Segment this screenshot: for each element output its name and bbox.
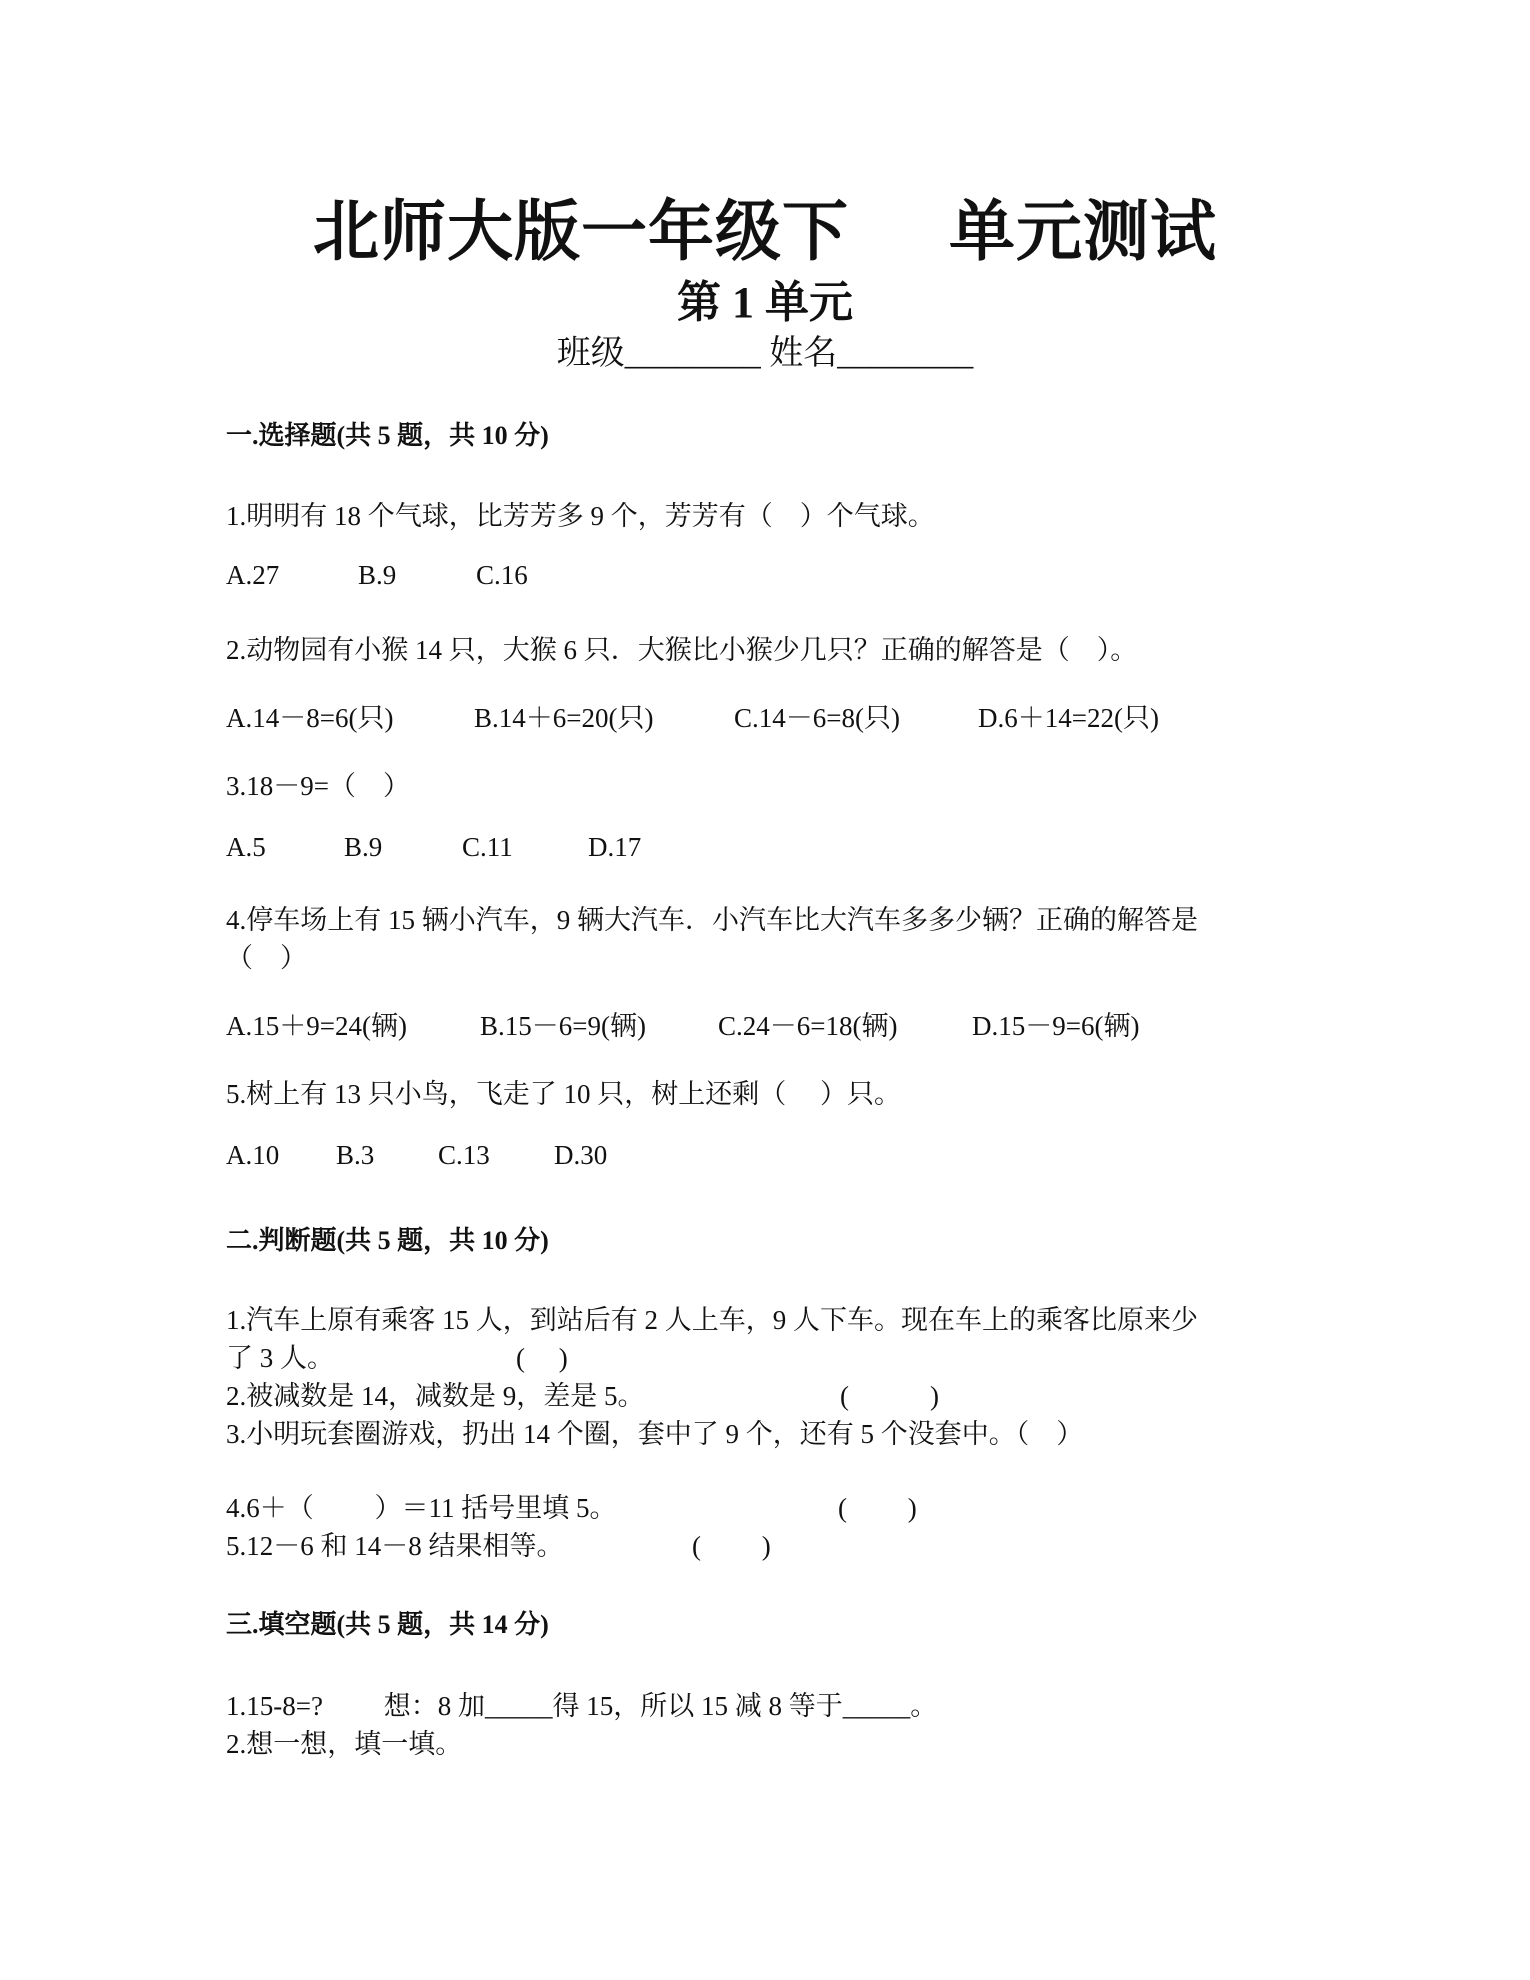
option: A.14－8=6(只) bbox=[226, 703, 394, 733]
option: B.15－6=9(辆) bbox=[480, 1011, 646, 1041]
question-text-cont: 了 3 人。 bbox=[226, 1343, 334, 1373]
option: C.13 bbox=[438, 1140, 490, 1170]
question-text: 4.6＋（ ）＝11 括号里填 5。 bbox=[226, 1493, 617, 1523]
answer-paren: ( ) bbox=[692, 1531, 771, 1561]
section-heading-judge: 二.判断题(共 5 题，共 10 分) bbox=[226, 1226, 549, 1255]
title-right: 单元测试 bbox=[949, 193, 1217, 270]
option: B.9 bbox=[358, 560, 397, 590]
question-text: 1.15-8=? 想：8 加_____得 15，所以 15 减 8 等于_____。 bbox=[226, 1691, 938, 1721]
question-options bbox=[226, 696, 1159, 735]
option: B.3 bbox=[336, 1140, 375, 1170]
question-text: 3.18－9=（ ） bbox=[226, 771, 410, 801]
question-text-cont: （ ） bbox=[226, 943, 307, 973]
option: C.16 bbox=[476, 560, 528, 590]
section-heading-choice: 一.选择题(共 5 题，共 10 分) bbox=[226, 421, 549, 450]
question-text: 1.汽车上原有乘客 15 人，到站后有 2 人上车，9 人下车。现在车上的乘客比原来少 bbox=[226, 1305, 1198, 1335]
question-text: 2.动物园有小猴 14 只，大猴 6 只．大猴比小猴少几只？正确的解答是（ ）。 bbox=[226, 635, 1138, 665]
question-text: 2.想一想，填一填。 bbox=[226, 1729, 463, 1759]
page-subtitle: 第 1 单元 bbox=[677, 278, 853, 327]
question-text: 5.树上有 13 只小鸟，飞走了 10 只，树上还剩（ ）只。 bbox=[226, 1079, 901, 1109]
answer-paren: ( ) bbox=[838, 1493, 917, 1523]
option: B.14＋6=20(只) bbox=[474, 703, 654, 733]
question-options bbox=[226, 1140, 607, 1171]
question-options bbox=[226, 832, 641, 863]
option: D.6＋14=22(只) bbox=[978, 703, 1159, 733]
title-left: 北师大版一年级下 bbox=[313, 193, 849, 270]
page-title bbox=[0, 178, 1530, 273]
answer-paren: ( ) bbox=[516, 1343, 568, 1373]
option: A.5 bbox=[226, 832, 266, 862]
question-text: 5.12－6 和 14－8 结果相等。 bbox=[226, 1531, 564, 1561]
answer-paren: ( ) bbox=[840, 1381, 939, 1411]
option: C.14－6=8(只) bbox=[734, 703, 900, 733]
question-text: 1.明明有 18 个气球，比芳芳多 9 个，芳芳有（ ）个气球。 bbox=[226, 501, 935, 531]
question-text: 2.被减数是 14，减数是 9，差是 5。 bbox=[226, 1381, 645, 1411]
question-options bbox=[226, 560, 528, 591]
option: A.10 bbox=[226, 1140, 280, 1170]
question-text: 3.小明玩套圈游戏，扔出 14 个圈，套中了 9 个，还有 5 个没套中。（ ） bbox=[226, 1419, 1084, 1449]
option: B.9 bbox=[344, 832, 383, 862]
question-text: 4.停车场上有 15 辆小汽车，9 辆大汽车．小汽车比大汽车多多少辆？正确的解答是 bbox=[226, 905, 1198, 935]
section-heading-fill: 三.填空题(共 5 题，共 14 分) bbox=[226, 1610, 549, 1639]
option: C.24－6=18(辆) bbox=[718, 1011, 898, 1041]
option: C.11 bbox=[462, 832, 513, 862]
question-options bbox=[226, 1004, 1139, 1043]
option: A.15＋9=24(辆) bbox=[226, 1011, 407, 1041]
option: A.27 bbox=[226, 560, 280, 590]
class-name-line: 班级________ 姓名________ bbox=[556, 335, 974, 372]
option: D.17 bbox=[588, 832, 642, 862]
option: D.15－9=6(辆) bbox=[972, 1011, 1140, 1041]
option: D.30 bbox=[554, 1140, 608, 1170]
